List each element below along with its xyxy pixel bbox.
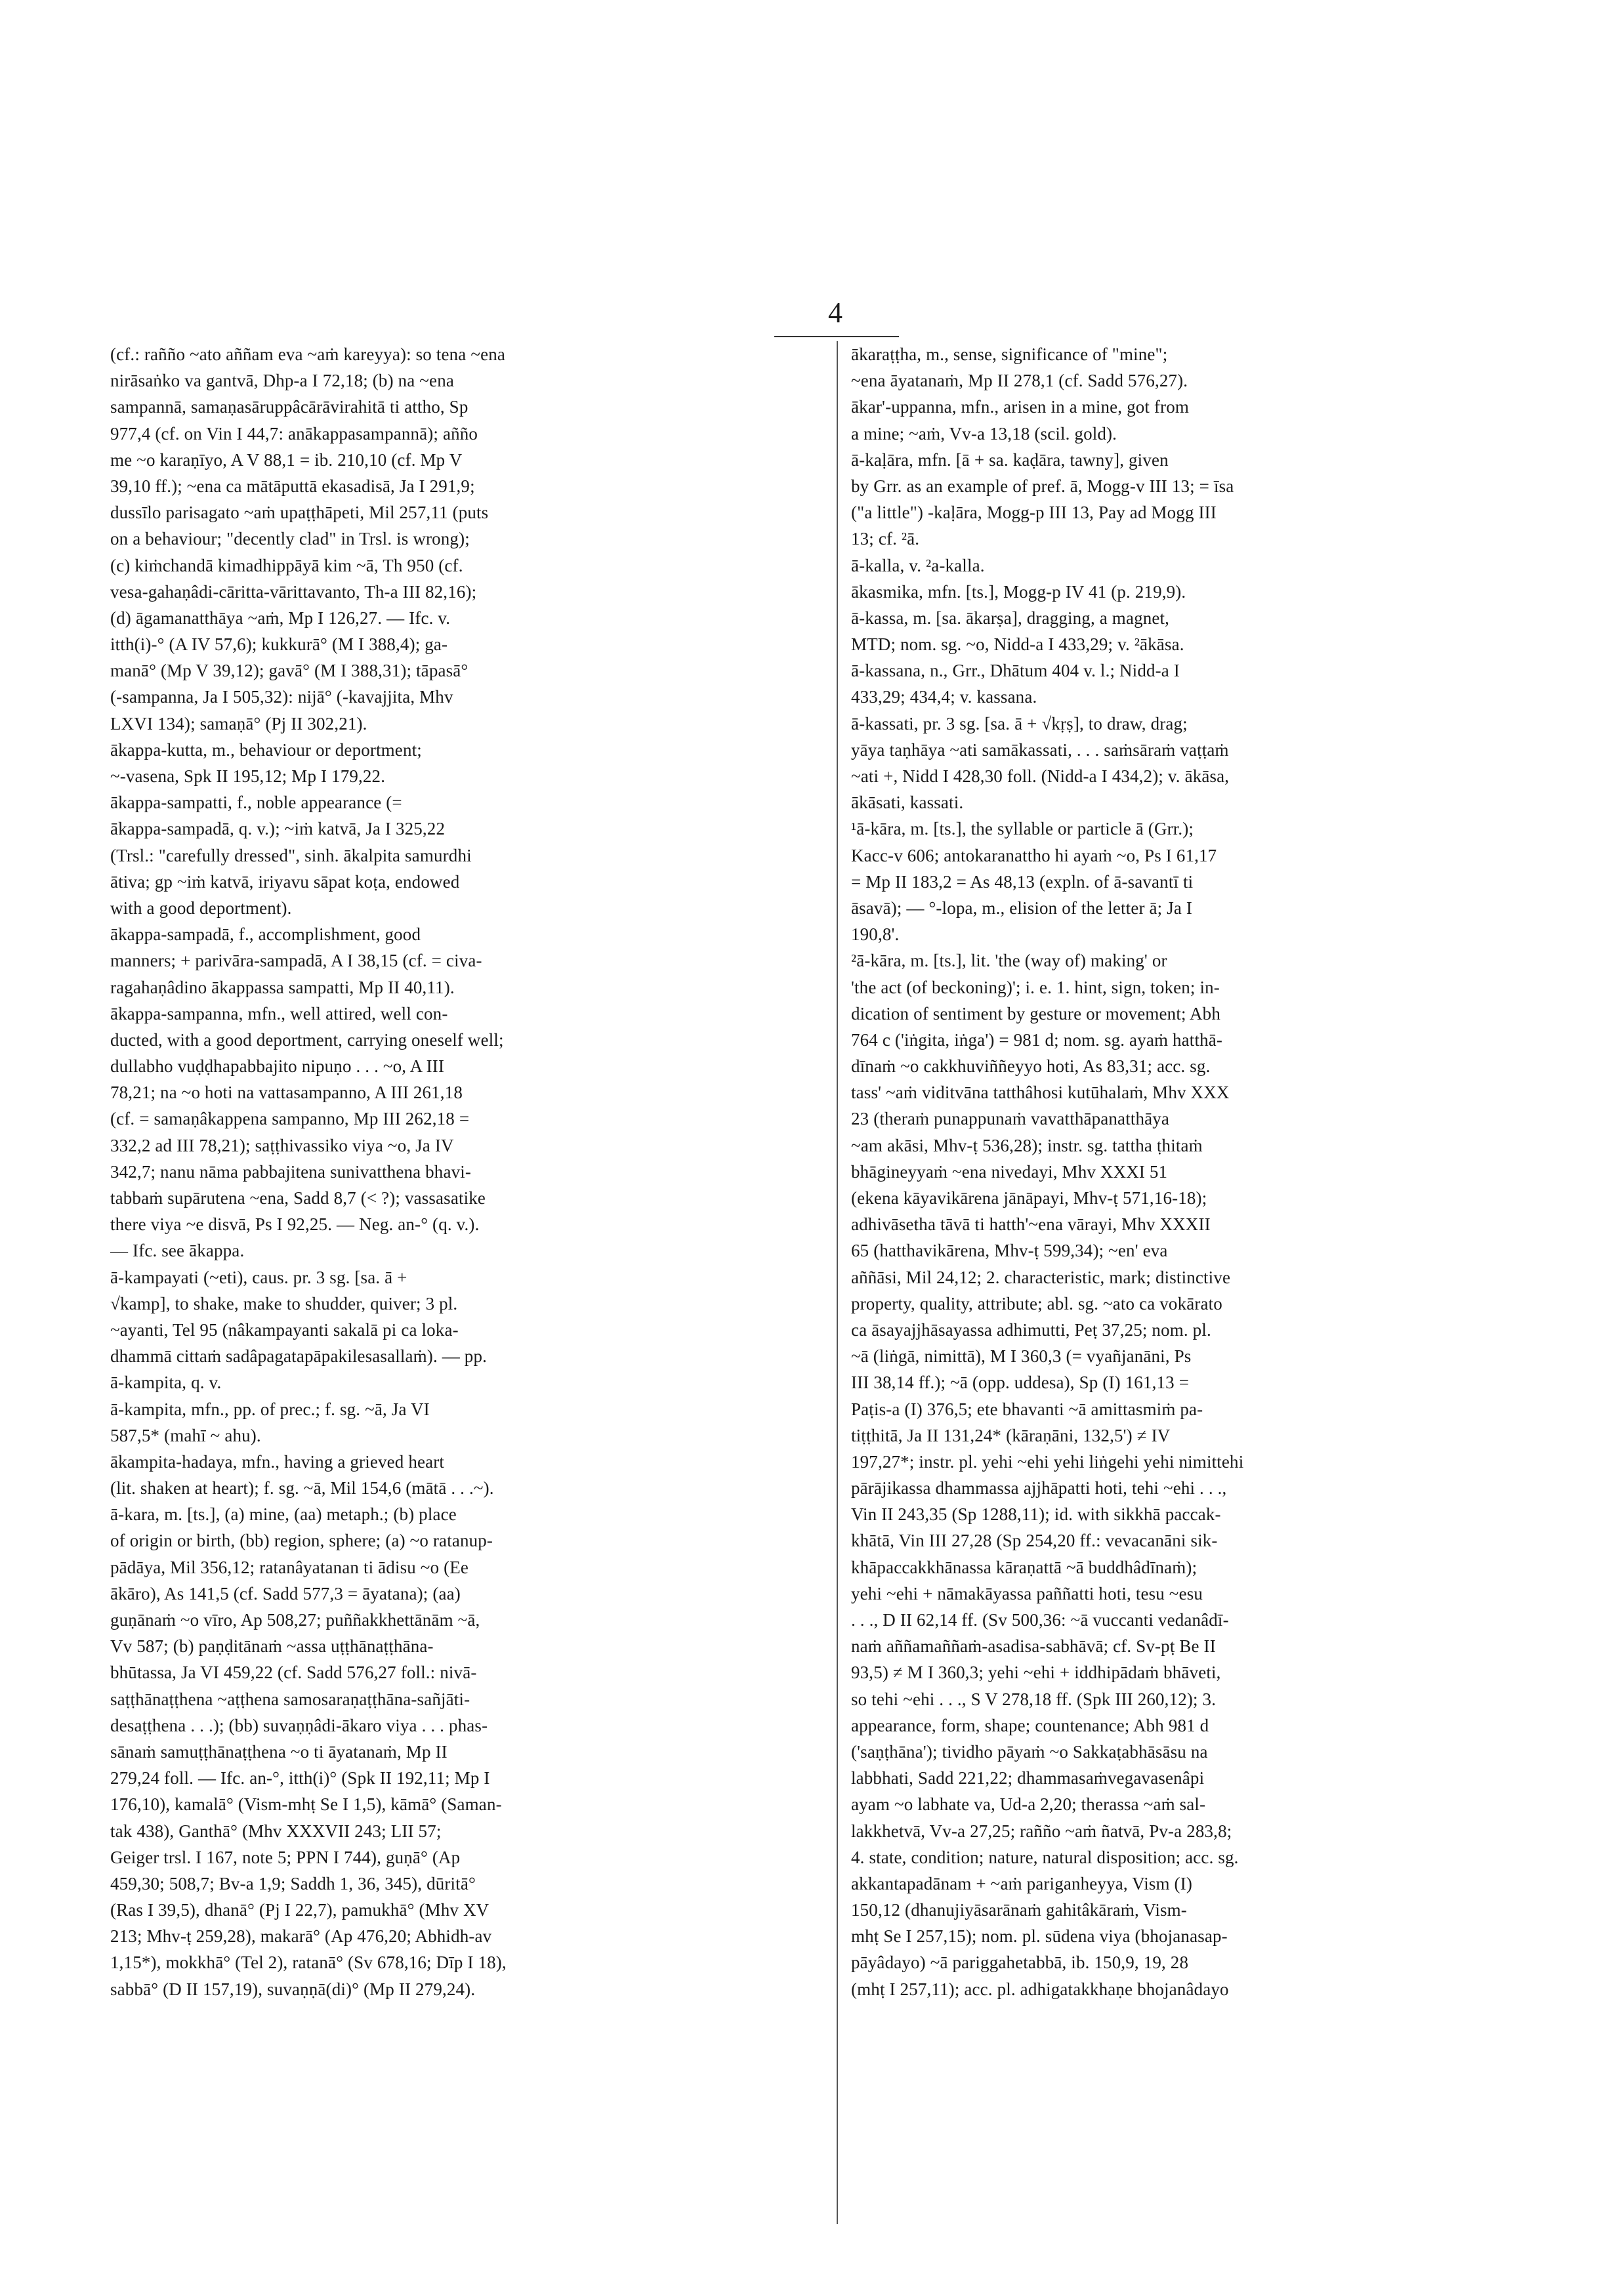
text-line: ākasmika, mfn. [ts.], Mogg-p IV 41 (p. 219,9). — [851, 581, 1186, 602]
text-line: 176,10), kamalā° (Vism-mhṭ Se I 1,5), kāmā° (Saman- — [110, 1794, 502, 1815]
text-line: tiṭṭhitā, Ja II 131,24* (kāraṇāni, 132,5') ≠ IV — [851, 1425, 1171, 1445]
text-line: 23 (theraṁ punappunaṁ vavatthāpanatthāya — [851, 1109, 1170, 1129]
text-line: ~ati +, Nidd I 428,30 foll. (Nidd-a I 434,2); v. ākāsa, — [851, 766, 1230, 786]
text-line: ā-kara, m. [ts.], (a) mine, (aa) metaph.; (b) place — [110, 1504, 457, 1525]
text-line: guṇānaṁ ~o vīro, Ap 508,27; puññakkhettānām ~ā, — [110, 1610, 480, 1630]
text-line: ¹ā-kāra, m. [ts.], the syllable or particle ā (Grr.); — [851, 819, 1194, 839]
page-number-rule — [774, 336, 899, 337]
text-line: akkantapadānam + ~aṁ pariganheyya, Vism (I) — [851, 1873, 1192, 1893]
text-line: (cf.: rañño ~ato aññam eva ~aṁ kareyya): so tena ~ena — [110, 344, 506, 364]
text-line: 459,30; 508,7; Bv-a 1,9; Saddh 1, 36, 345), dūritā° — [110, 1873, 476, 1893]
text-line: Vin II 243,35 (Sp 1288,11); id. with sikkhā paccak- — [851, 1504, 1221, 1525]
text-line: āsavā); — °-lopa, m., elision of the letter ā; Ja I — [851, 898, 1193, 918]
text-line: ('saṇṭhāna'); tividho pāyaṁ ~o Sakkaṭabhāsāsu na — [851, 1741, 1208, 1762]
text-line: ākaraṭṭha, m., sense, significance of "mine"; — [851, 344, 1168, 364]
text-line: yehi ~ehi + nāmakāyassa paññatti hoti, tesu ~esu — [851, 1583, 1203, 1603]
text-line: ²ā-kāra, m. [ts.], lit. 'the (way of) making' or — [851, 951, 1167, 971]
text-line: ākar'-uppanna, mfn., arisen in a mine, got from — [851, 397, 1190, 417]
text-line: III 38,14 ff.); ~ā (opp. uddesa), Sp (I) 161,13 = — [851, 1373, 1190, 1393]
text-line: khātā, Vin III 27,28 (Sp 254,20 ff.: vevacanāni sik- — [851, 1531, 1218, 1551]
text-line: nirāsaṅko va gantvā, Dhp-a I 72,18; (b) na ~ena — [110, 371, 454, 391]
text-line: ("a little") -kaḷāra, Mogg-p III 13, Pay ad Mogg III — [851, 503, 1217, 523]
text-line: dullabho vuḍḍhapabbajito nipuṇo . . . ~o, A III — [110, 1056, 445, 1077]
text-line: 433,29; 434,4; v. kassana. — [851, 687, 1037, 707]
text-line: desaṭṭhena . . .); (bb) suvaṇṇâdi-ākaro viya . . . phas- — [110, 1715, 488, 1735]
text-line: √kamp], to shake, make to shudder, quiver; 3 pl. — [110, 1293, 458, 1313]
text-line: pārājikassa dhammassa ajjhāpatti hoti, tehi ~ehi . . ., — [851, 1478, 1227, 1499]
text-line: ā-kalla, v. ²a-kalla. — [851, 555, 985, 575]
text-line: appearance, form, shape; countenance; Abh 981 d — [851, 1715, 1209, 1735]
text-line: sānaṁ samuṭṭhānaṭṭhena ~o ti āyatanaṁ, Mp II — [110, 1741, 448, 1762]
text-line: Vv 587; (b) paṇḍitānaṁ ~assa uṭṭhānaṭṭhāna- — [110, 1636, 434, 1657]
left-column — [110, 341, 822, 2002]
text-line: ākappa-sampanna, mfn., well attired, well con- — [110, 1003, 448, 1023]
text-line: tabbaṁ supārutena ~ena, Sadd 8,7 (< ?); vassasatike — [110, 1188, 486, 1208]
text-line: 93,5) ≠ M I 360,3; yehi ~ehi + iddhipādaṁ bhāveti, — [851, 1663, 1221, 1683]
text-line: pādāya, Mil 356,12; ratanâyatanan ti ādisu ~o (Ee — [110, 1557, 469, 1577]
text-line: 332,2 ad III 78,21); saṭṭhivassiko viya ~o, Ja IV — [110, 1135, 454, 1155]
text-line: manners; + parivāra-sampadā, A I 38,15 (cf. = civa- — [110, 951, 482, 971]
text-line: 764 c ('iṅgita, iṅga') = 981 d; nom. sg. ayaṁ hatthā- — [851, 1029, 1223, 1050]
text-line: (Trsl.: "carefully dressed", sinh. ākalpita samurdhi — [110, 845, 472, 865]
text-line: saṭṭhānaṭṭhena ~aṭṭhena samosaraṇaṭṭhāna-sañjāti- — [110, 1689, 470, 1709]
text-line: tak 438), Ganthā° (Mhv XXXVII 243; LII 57; — [110, 1821, 442, 1841]
text-line: ā-kampita, mfn., pp. of prec.; f. sg. ~ā, Ja VI — [110, 1399, 430, 1419]
text-line: 4. state, condition; nature, natural disposition; acc. sg. — [851, 1847, 1239, 1867]
text-line: (lit. shaken at heart); f. sg. ~ā, Mil 154,6 (mātā . . .~). — [110, 1478, 494, 1499]
text-line: there viya ~e disvā, Ps I 92,25. — Neg. an-° (q. v.). — [110, 1214, 480, 1235]
text-line: 13; cf. ²ā. — [851, 529, 920, 549]
text-line: on a behaviour; "decently clad" in Trsl. is wrong); — [110, 529, 470, 549]
text-line: so tehi ~ehi . . ., S V 278,18 ff. (Spk III 260,12); 3. — [851, 1689, 1217, 1709]
text-line: (cf. = samaṇâkappena sampanno, Mp III 262,18 = — [110, 1109, 470, 1129]
column-divider — [837, 341, 838, 2224]
text-line: ~-vasena, Spk II 195,12; Mp I 179,22. — [110, 766, 386, 786]
text-line: ākampita-hadaya, mfn., having a grieved heart — [110, 1451, 445, 1472]
text-line: (c) kiṁchandā kimadhippāyā kim ~ā, Th 950 (cf. — [110, 555, 463, 575]
text-line: yāya taṇhāya ~ati samākassati, . . . saṁsāraṁ vaṭṭaṁ — [851, 739, 1229, 760]
text-line: ākappa-kutta, m., behaviour or deportment; — [110, 739, 422, 760]
text-line: ā-kaḷāra, mfn. [ā + sa. kaḍāra, tawny], given — [851, 449, 1169, 470]
text-line: 190,8'. — [851, 924, 900, 945]
text-line: MTD; nom. sg. ~o, Nidd-a I 433,29; v. ²ākāsa. — [851, 634, 1184, 655]
text-line: dussīlo parisagato ~aṁ upaṭṭhāpeti, Mil 257,11 (puts — [110, 503, 489, 523]
text-line: manā° (Mp V 39,12); gavā° (M I 388,31); tāpasā° — [110, 661, 468, 681]
text-line: ātiva; gp ~iṁ katvā, iriyavu sāpat koṭa, endowed — [110, 871, 460, 892]
text-line: 39,10 ff.); ~ena ca mātāputtā ekasadisā, Ja I 291,9; — [110, 476, 475, 496]
text-line: ca āsayajjhāsayassa adhimutti, Peṭ 37,25; nom. pl. — [851, 1319, 1211, 1340]
text-line: dhammā cittaṁ sadâpagatapāpakilesasallaṁ). — pp. — [110, 1346, 487, 1367]
text-line: itth(i)-° (A IV 57,6); kukkurā° (M I 388,4); ga- — [110, 634, 448, 655]
text-line: bhūtassa, Ja VI 459,22 (cf. Sadd 576,27 foll.: nivā- — [110, 1663, 477, 1683]
text-line: adhivāsetha tāvā ti hatth'~ena vārayi, Mhv XXXII — [851, 1214, 1211, 1235]
text-line: (ekena kāyavikārena jānāpayi, Mhv-ṭ 571,16-18); — [851, 1188, 1207, 1208]
text-line: vesa-gahaṇâdi-cāritta-vārittavanto, Th-a III 82,16); — [110, 581, 477, 602]
text-line: ragahaṇâdino ākappassa sampatti, Mp II 40,11). — [110, 977, 455, 997]
text-line: 78,21; na ~o hoti na vattasampanno, A III 261,18 — [110, 1083, 463, 1103]
text-line: 342,7; nanu nāma pabbajitena sunivatthena bhavi- — [110, 1161, 472, 1182]
text-line: Geiger trsl. I 167, note 5; PPN I 744), guṇā° (Ap — [110, 1847, 461, 1867]
text-line: ākappa-sampadā, q. v.); ~iṁ katvā, Ja I 325,22 — [110, 819, 446, 839]
text-line: lakkhetvā, Vv-a 27,25; rañño ~aṁ ñatvā, Pv-a 283,8; — [851, 1821, 1232, 1841]
page-number: 4 — [828, 297, 843, 329]
text-line: tass' ~aṁ viditvāna tatthâhosi kutūhalaṁ, Mhv XXX — [851, 1083, 1230, 1103]
text-line: 'the act (of beckoning)'; i. e. 1. hint, sign, token; in- — [851, 977, 1220, 997]
text-line: — Ifc. see ākappa. — [110, 1241, 245, 1261]
text-line: ā-kassa, m. [sa. ākarṣa], dragging, a magnet, — [851, 608, 1170, 628]
text-line: 65 (hatthavikārena, Mhv-ṭ 599,34); ~en' eva — [851, 1241, 1168, 1261]
text-line: mhṭ Se I 257,15); nom. pl. sūdena viya (bhojanasap- — [851, 1926, 1228, 1947]
text-line: naṁ aññamaññaṁ-asadisa-sabhāvā; cf. Sv-pṭ Be II — [851, 1636, 1216, 1657]
text-line: me ~o karaṇīyo, A V 88,1 = ib. 210,10 (cf. Mp V — [110, 449, 463, 470]
text-line: dication of sentiment by gesture or movement; Abh — [851, 1003, 1220, 1023]
text-line: LXVI 134); samaṇā° (Pj II 302,21). — [110, 713, 367, 734]
text-line: ~am akāsi, Mhv-ṭ 536,28); instr. sg. tattha ṭhitaṁ — [851, 1135, 1203, 1155]
text-line: ā-kassana, n., Grr., Dhātum 404 v. l.; Nidd-a I — [851, 661, 1180, 681]
text-line: 977,4 (cf. on Vin I 44,7: anākappasampannā); añño — [110, 423, 478, 444]
text-line: 1,15*), mokkhā° (Tel 2), ratanā° (Sv 678,16; Dīp I 18), — [110, 1953, 507, 1973]
text-line: ākappa-sampatti, f., noble appearance (= — [110, 793, 402, 813]
text-line: by Grr. as an example of pref. ā, Mogg-v III 13; = īsa — [851, 476, 1234, 496]
right-column — [851, 341, 1566, 2002]
text-line: pāyâdayo) ~ā pariggahetabbā, ib. 150,9, 19, 28 — [851, 1953, 1189, 1973]
text-line: with a good deportment). — [110, 898, 292, 918]
text-line: sabbā° (D II 157,19), suvaṇṇā(di)° (Mp II 279,24). — [110, 1979, 476, 1999]
text-line: of origin or birth, (bb) region, sphere; (a) ~o ratanup- — [110, 1531, 493, 1551]
text-line: property, quality, attribute; abl. sg. ~ato ca vokārato — [851, 1293, 1222, 1313]
text-line: khāpaccakkhānassa kāraṇattā ~ā buddhâdīnaṁ); — [851, 1557, 1197, 1577]
text-line: labbhati, Sadd 221,22; dhammasaṁvegavasenâpi — [851, 1768, 1205, 1788]
text-line: Paṭis-a (I) 376,5; ete bhavanti ~ā amittasmiṁ pa- — [851, 1399, 1203, 1419]
text-line: (d) āgamanatthāya ~aṁ, Mp I 126,27. — Ifc. v. — [110, 608, 451, 628]
text-line: = Mp II 183,2 = As 48,13 (expln. of ā-savantī ti — [851, 871, 1194, 892]
text-line: (mhṭ I 257,11); acc. pl. adhigatakkhaṇe bhojanâdayo — [851, 1979, 1229, 1999]
text-line: . . ., D II 62,14 ff. (Sv 500,36: ~ā vuccanti vedanâdī- — [851, 1610, 1229, 1630]
text-line: ākāro), As 141,5 (cf. Sadd 577,3 = āyatana); (aa) — [110, 1583, 461, 1603]
text-line: a mine; ~aṁ, Vv-a 13,18 (scil. gold). — [851, 423, 1117, 444]
text-line: bhāgineyyaṁ ~ena nivedayi, Mhv XXXI 51 — [851, 1161, 1168, 1182]
text-line: ā-kampayati (~eti), caus. pr. 3 sg. [sa. ā + — [110, 1267, 407, 1287]
text-line: (-sampanna, Ja I 505,32): nijā° (-kavajjita, Mhv — [110, 687, 453, 707]
text-line: ~ena āyatanaṁ, Mp II 278,1 (cf. Sadd 576,27). — [851, 371, 1188, 391]
text-line: sampannā, samaṇasāruppâcārāvirahitā ti attho, Sp — [110, 397, 468, 417]
text-line: ~ā (liṅgā, nimittā), M I 360,3 (= vyañjanāni, Ps — [851, 1346, 1192, 1367]
text-line: ā-kampita, q. v. — [110, 1373, 222, 1393]
text-line: (Ras I 39,5), dhanā° (Pj I 22,7), pamukhā° (Mhv XV — [110, 1900, 489, 1920]
text-line: 150,12 (dhanujiyāsarānaṁ gahitâkāraṁ, Vism- — [851, 1900, 1187, 1920]
text-line: Kacc-v 606; antokaranattho hi ayaṁ ~o, Ps I 61,17 — [851, 845, 1217, 865]
text-line: ākappa-sampadā, f., accomplishment, good — [110, 924, 421, 945]
text-line: 587,5* (mahī ~ ahu). — [110, 1425, 261, 1445]
text-line: ākāsati, kassati. — [851, 793, 964, 813]
text-line: dīnaṁ ~o cakkhuviññeyyo hoti, As 83,31; acc. sg. — [851, 1056, 1211, 1077]
text-line: 197,27*; instr. pl. yehi ~ehi yehi liṅgehi yehi nimittehi — [851, 1451, 1244, 1472]
text-line: ā-kassati, pr. 3 sg. [sa. ā + √kṛṣ], to draw, drag; — [851, 713, 1188, 734]
text-line: aññāsi, Mil 24,12; 2. characteristic, mark; distinctive — [851, 1267, 1231, 1287]
text-line: 213; Mhv-ṭ 259,28), makarā° (Ap 476,20; Abhidh-av — [110, 1926, 492, 1947]
text-line: 279,24 foll. — Ifc. an-°, itth(i)° (Spk II 192,11; Mp I — [110, 1768, 490, 1788]
text-line: ayam ~o labhate va, Ud-a 2,20; therassa ~aṁ sal- — [851, 1794, 1206, 1815]
text-line: ducted, with a good deportment, carrying oneself well; — [110, 1029, 504, 1050]
text-line: ~ayanti, Tel 95 (nâkampayanti sakalā pi ca loka- — [110, 1319, 459, 1340]
